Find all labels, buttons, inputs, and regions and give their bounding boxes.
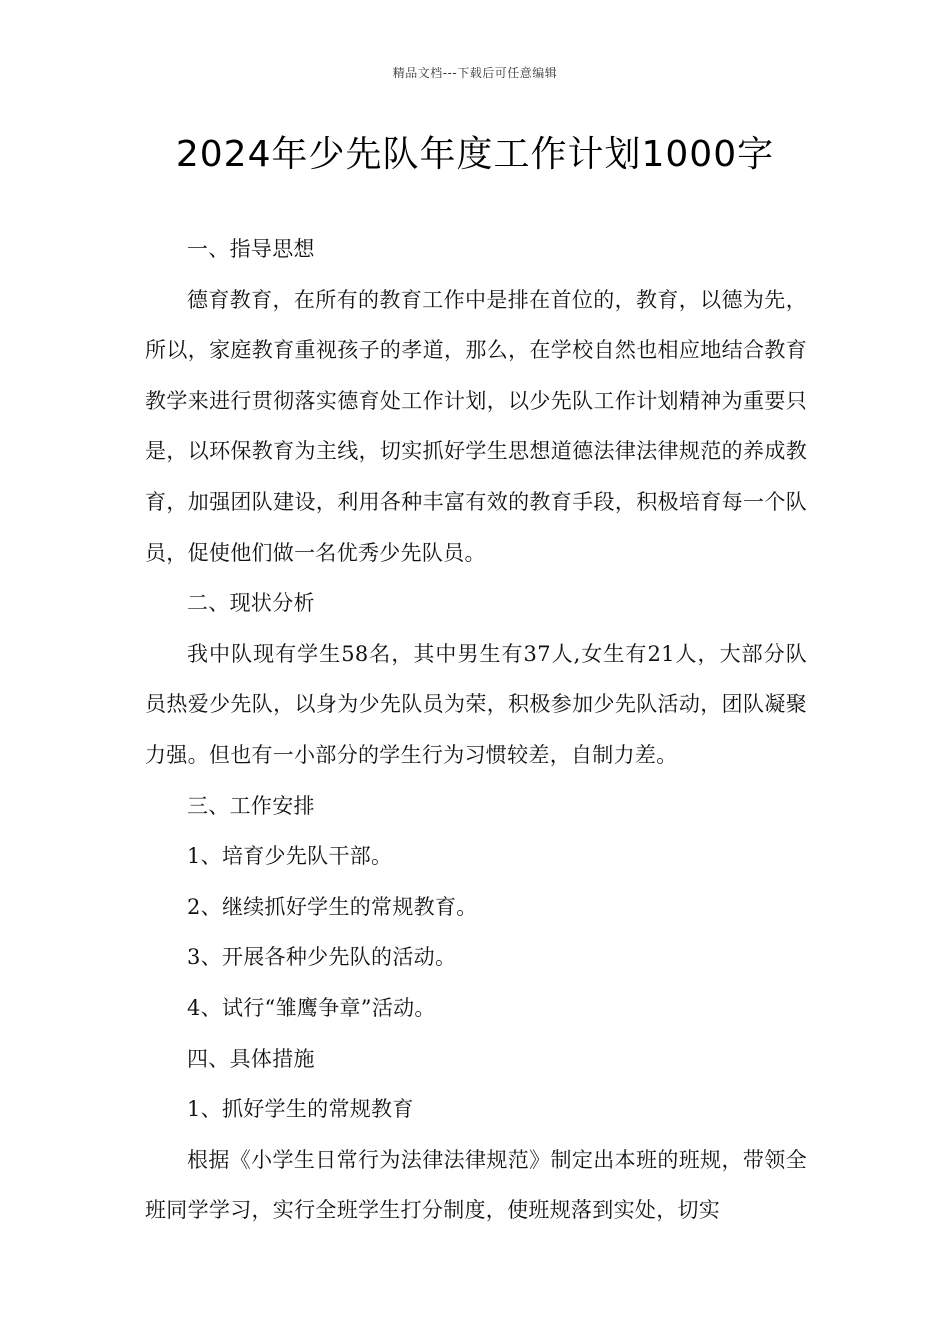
document-body	[145, 224, 807, 1236]
body-paragraph: 我中队现有学生58名，其中男生有37人,女生有21人，大部分队员热爱少先队，以身为少先队员为荣，积极参加少先队活动，团队凝聚力强。但也有一小部分的学生行为习惯较差，自制力差。	[145, 641, 807, 767]
list-item: 3、开展各种少先队的活动。	[187, 945, 457, 970]
list-item: 1、培育少先队干部。	[187, 844, 393, 869]
subsection-heading: 1、抓好学生的常规教育	[187, 1097, 414, 1122]
body-paragraph: 德育教育，在所有的教育工作中是排在首位的，教育，以德为先，所以，家庭教育重视孩子的孝道，那么，在学校自然也相应地结合教育教学来进行贯彻落实德育处工作计划，以少先队工作计划精神为重要只是，以环保教育为主线，切实抓好学生思想道德法律法律规范的养成教育，加强团队建设，利用各种丰富有效的教育手段，积极培育每一个队员，促使他们做一名优秀少先队员。	[145, 287, 807, 565]
list-item: 4、试行“雏鹰争章”活动。	[187, 995, 436, 1020]
section-heading-specific-measures: 四、具体措施	[187, 1046, 315, 1071]
list-item: 2、继续抓好学生的常规教育。	[187, 894, 478, 919]
header-note: 精品文档---下载后可任意编辑	[392, 66, 558, 80]
section-heading-work-arrangement: 三、工作安排	[187, 793, 315, 818]
body-paragraph: 根据《小学生日常行为法律法律规范》制定出本班的班规，带领全班同学学习，实行全班学生打分制度，使班规落到实处，切实	[145, 1147, 807, 1223]
section-heading-guiding-ideology: 一、指导思想	[187, 237, 315, 261]
document-title: 2024年少先队年度工作计划1000字	[175, 134, 775, 175]
section-heading-status-analysis: 二、现状分析	[187, 591, 315, 616]
